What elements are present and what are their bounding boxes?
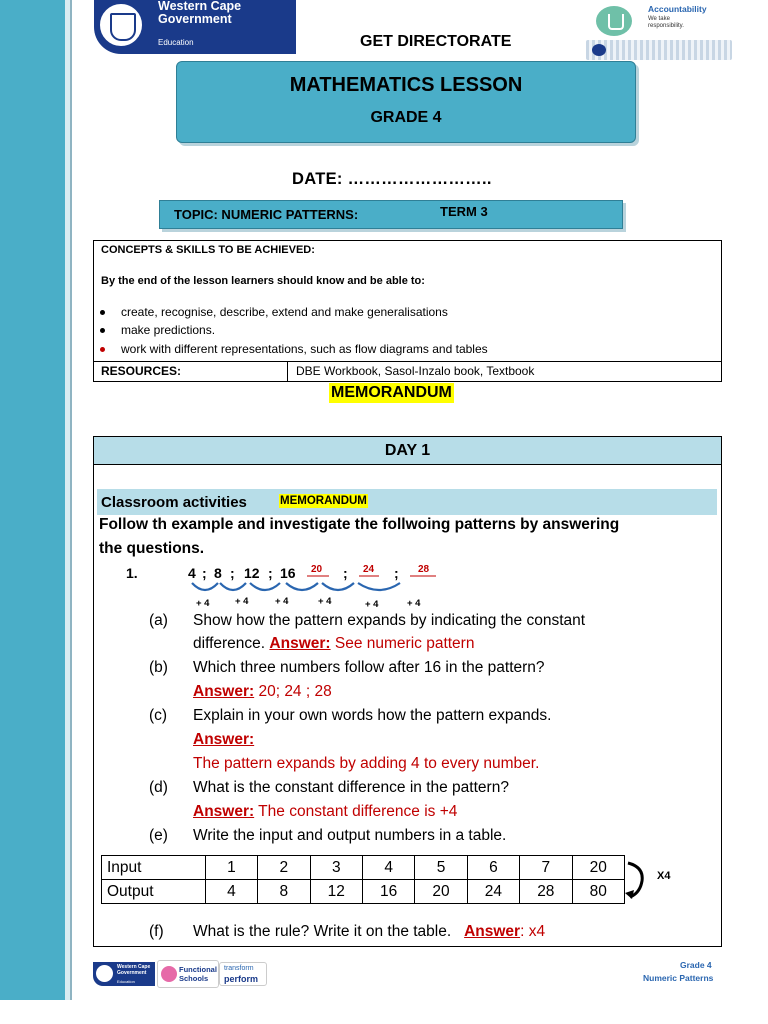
western-cape-government-logo (94, 0, 296, 54)
question-answer-line (193, 803, 457, 821)
pattern-separator: ; (394, 565, 399, 581)
question-text: What is the rule? Write it on the table. (193, 923, 452, 940)
input-output-table (101, 855, 625, 904)
pattern-separator: ; (268, 565, 273, 581)
pattern-separator: ; (230, 565, 235, 581)
coat-of-arms-icon (98, 2, 144, 48)
table-cell: 16 (362, 880, 414, 904)
table-cell: 7 (520, 856, 572, 880)
answer-value: 20; 24 ; 28 (254, 683, 332, 700)
table-header-cell: Output (102, 880, 206, 904)
table-cell: 80 (572, 880, 624, 904)
memorandum-heading: MEMORANDUM (331, 384, 452, 401)
table-cell: 12 (310, 880, 362, 904)
day-header (94, 437, 721, 465)
classroom-activities-label: Classroom activities (101, 494, 247, 511)
logo-text-line2: Government (158, 12, 232, 26)
pattern-term: 12 (244, 565, 260, 581)
resources-label: RESOURCES: (101, 364, 182, 378)
step-label: + 4 (196, 598, 210, 609)
topic-term: TERM 3 (440, 204, 488, 219)
transform-text: transform (224, 965, 254, 972)
functional-schools-text-2: Schools (179, 974, 209, 983)
table-cell: 4 (362, 856, 414, 880)
resources-divider (287, 362, 288, 382)
pattern-term: 4 (188, 565, 196, 581)
question-text: Explain in your own words how the pattern expands. (193, 707, 552, 724)
concept-bullet-text: create, recognise, describe, extend and make generalisations (121, 305, 448, 319)
table-row (102, 856, 625, 880)
question-letter: (a) (149, 612, 168, 629)
step-arc-icon (250, 583, 280, 590)
table-cell: 20 (415, 880, 467, 904)
step-label: + 4 (407, 598, 421, 609)
instruction-line-1: Follow th example and investigate the follwoing patterns by answering (99, 516, 620, 533)
logo-text-line1: Western Cape (158, 0, 242, 13)
answer-value: The pattern expands by adding 4 to every number. (193, 755, 540, 772)
question-text: Show how the pattern expands by indicating the constant (193, 612, 586, 629)
instruction-line-2: the questions. (99, 540, 205, 557)
step-label: + 4 (235, 596, 249, 607)
table-cell: 3 (310, 856, 362, 880)
pattern-term: 16 (280, 565, 296, 581)
badge-subtitle-1: We take (648, 16, 670, 22)
left-decorative-bar (0, 0, 70, 1000)
table-cell: 28 (520, 880, 572, 904)
question-answer-line (193, 635, 474, 653)
functional-schools-logo (157, 960, 219, 988)
step-label: + 4 (275, 596, 289, 607)
step-arc-icon (358, 583, 400, 590)
step-label: + 4 (318, 596, 332, 607)
answer-label: Answer: (269, 635, 331, 652)
step-label: + 4 (365, 599, 379, 609)
transform-perform-logo (219, 962, 267, 986)
bullet-icon (100, 328, 105, 333)
pattern-answer: 20 (311, 564, 323, 575)
perform-text: perform (224, 974, 259, 984)
badge-title: Accountability (648, 4, 707, 14)
topic-bar (159, 200, 623, 229)
question-text: What is the constant difference in the pattern? (193, 779, 509, 796)
step-arc-icon (286, 583, 318, 590)
functional-schools-text-1: Functional (179, 965, 217, 974)
question-letter: (d) (149, 779, 168, 796)
resources-value: DBE Workbook, Sasol-Inzalo book, Textbook (296, 364, 535, 378)
question-letter: (e) (149, 827, 168, 844)
bullet-icon (100, 310, 105, 315)
table-cell: 20 (572, 856, 624, 880)
step-arc-icon (220, 583, 246, 590)
curved-arrow-icon (622, 855, 652, 905)
lesson-title: MATHEMATICS LESSON (289, 74, 523, 96)
answer-label: Answer (464, 923, 521, 940)
table-rule-label: X4 (657, 870, 671, 882)
step-arc-icon (322, 583, 354, 590)
footer-wcg-text-3: Education (117, 979, 135, 984)
answer-label: Answer: (193, 803, 255, 820)
directorate-heading: GET DIRECTORATE (360, 33, 512, 50)
table-cell: 2 (258, 856, 310, 880)
question-letter: (f) (149, 923, 164, 940)
concept-bullet-text: work with different representations, such as flow diagrams and tables (121, 342, 488, 356)
footer-topic: Numeric Patterns (643, 973, 714, 983)
bullet-icon (100, 347, 105, 352)
concept-bullet-text: make predictions. (121, 323, 216, 337)
footer-wcg-text-2: Government (117, 970, 147, 976)
answer-label: Answer: (193, 731, 255, 748)
pattern-separator: ; (202, 565, 207, 581)
table-cell: 4 (205, 880, 257, 904)
pattern-separator: ; (343, 565, 348, 581)
answer-value: See numeric pattern (330, 635, 475, 652)
footer-wcg-text-1: Western Cape (117, 964, 151, 970)
footer-wcg-logo (93, 962, 155, 986)
resources-row (94, 361, 721, 382)
lesson-title-box (176, 61, 636, 143)
question-text: Which three numbers follow after 16 in the pattern? (193, 659, 545, 676)
footer-grade: Grade 4 (680, 960, 712, 970)
table-cell: 24 (467, 880, 519, 904)
day-1-box (93, 436, 722, 947)
question-answer-line (193, 731, 254, 749)
concepts-intro: By the end of the lesson learners should know and be able to: (101, 275, 425, 287)
step-arc-icon (192, 583, 218, 590)
lesson-grade: GRADE 4 (370, 109, 442, 126)
accountability-badge (586, 4, 732, 60)
table-cell: 5 (415, 856, 467, 880)
answer-value: The constant difference is +4 (254, 803, 458, 820)
activities-memo-tag: MEMORANDUM (280, 495, 367, 507)
numeric-pattern (174, 559, 474, 609)
table-header-cell: Input (102, 856, 206, 880)
badge-subtitle-2: responsibility. (648, 23, 684, 29)
badge-pattern-strip (586, 40, 732, 60)
question-letter: (b) (149, 659, 168, 676)
concepts-heading: CONCEPTS & SKILLS TO BE ACHIEVED: (101, 244, 315, 256)
question-number: 1. (126, 565, 138, 581)
table-cell: 6 (467, 856, 519, 880)
question-text: Write the input and output numbers in a table. (193, 827, 507, 844)
question-letter: (c) (149, 707, 168, 724)
hand-icon (596, 6, 632, 36)
table-cell: 8 (258, 880, 310, 904)
logo-text-line3: Education (158, 38, 194, 47)
question-answer-line (193, 923, 545, 941)
pattern-term: 8 (214, 565, 222, 581)
answer-label: Answer: (193, 683, 255, 700)
date-line: DATE: …………………….. (292, 170, 492, 188)
concepts-box (93, 240, 722, 382)
classroom-activities-bar (97, 489, 717, 515)
question-answer-line (193, 683, 332, 701)
table-cell: 1 (205, 856, 257, 880)
topic-label: TOPIC: NUMERIC PATTERNS: (174, 207, 359, 222)
pattern-answer: 24 (363, 564, 375, 575)
table-row (102, 880, 625, 904)
question-text-continued: difference. (193, 635, 266, 652)
day-title: DAY 1 (384, 442, 431, 459)
answer-value: : x4 (520, 923, 546, 940)
pattern-answer: 28 (418, 564, 430, 575)
